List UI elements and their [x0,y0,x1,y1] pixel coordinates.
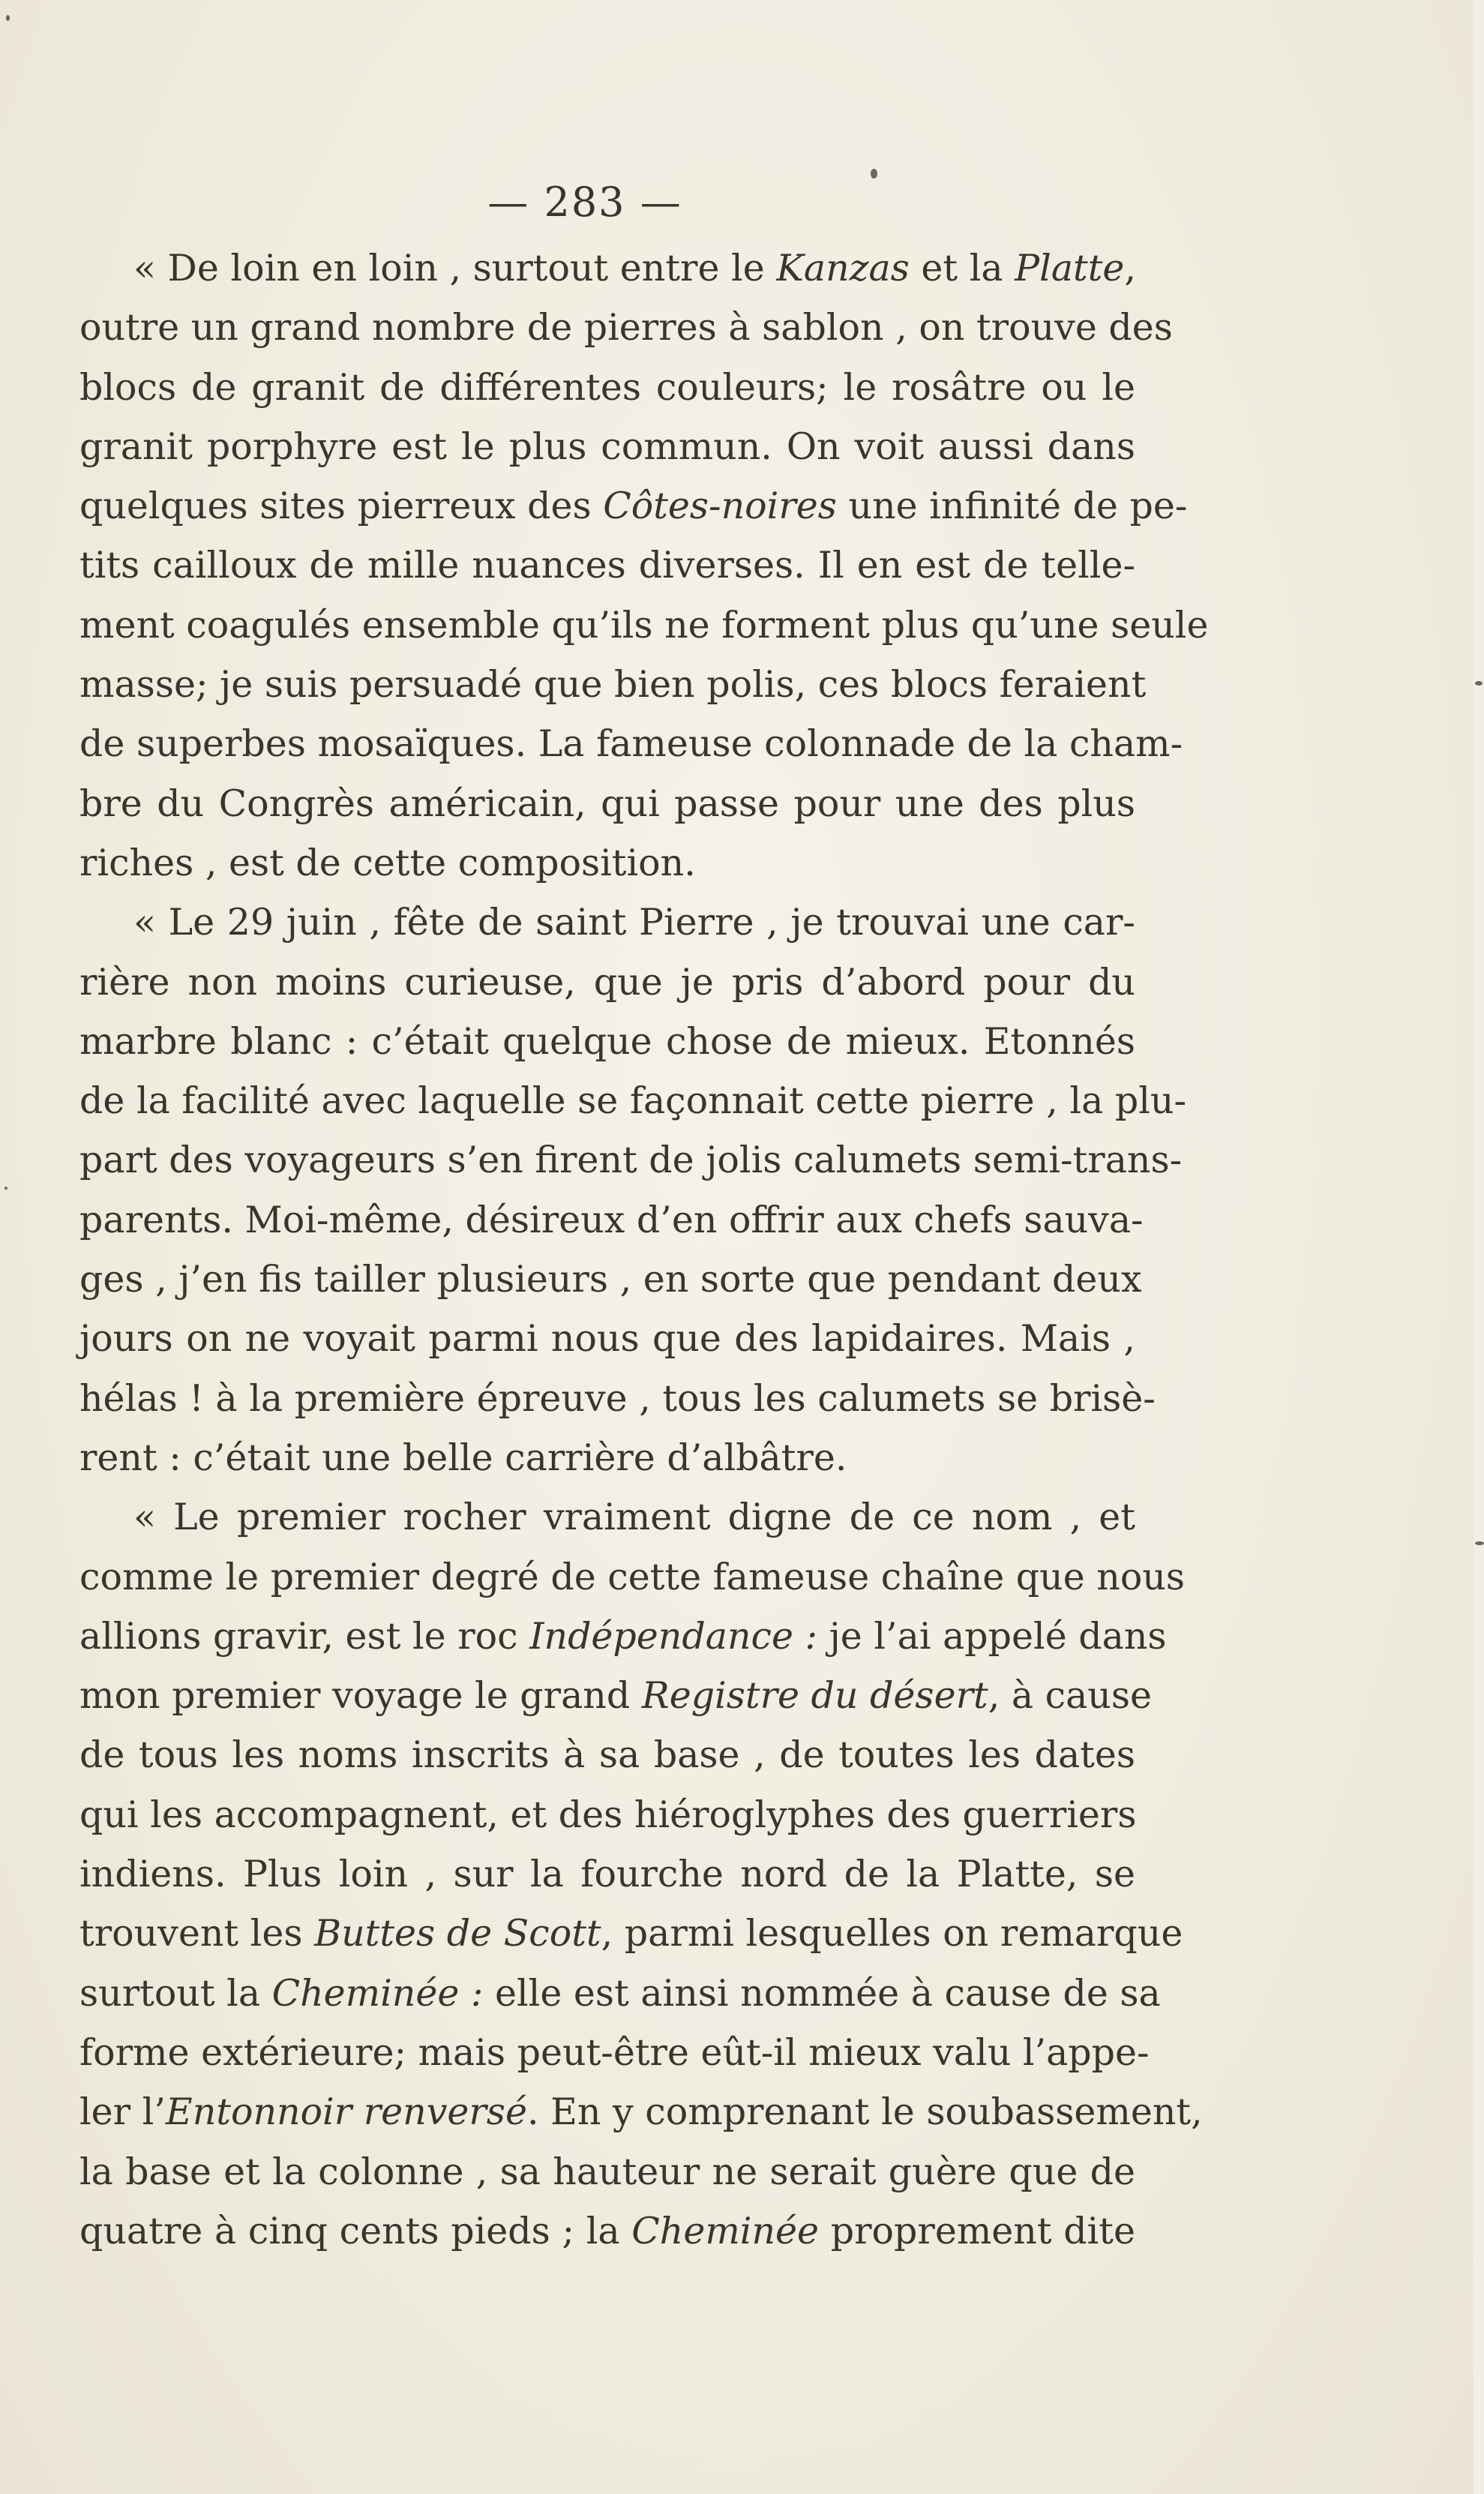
italic-text-run: Registre du désert [641,1674,988,1718]
text-line [79,833,1135,893]
text-run: hélas ! à la première épreuve , tous les calumets se brisè- [79,1376,1156,1420]
text-line [79,596,1209,655]
text-run: qui les accompagnent, et des hiéroglyphes des guerriers [79,1793,1137,1836]
text-run: part des voyageurs s’en firent de jolis calumets semi-trans- [79,1139,1183,1182]
text-run: comme le premier degré de cette fameuse chaîne que nous [79,1555,1186,1598]
text-line [79,1130,1183,1190]
text-run: « Le 29 juin , fête de saint Pierre , je trouvai une car- [133,901,1135,944]
italic-text-run: Platte [1015,247,1125,290]
text-run: mon premier voyage le grand [79,1674,642,1718]
italic-text-run: Cheminée [631,2209,820,2252]
text-run: « De loin en loin , surtout entre le [133,247,777,290]
text-line [79,1369,1156,1428]
text-line [79,714,1183,773]
text-run: surtout la [79,1971,272,2015]
text-run: la base et la colonne , sa hauteur ne serait guère que de [79,2150,1135,2193]
text-line [79,358,1135,417]
text-run: une infinité de pe- [836,485,1188,528]
text-run: , à cause [988,1674,1152,1718]
text-run: et la [909,247,1015,290]
italic-text-run: Indépendance : [529,1614,818,1658]
text-line [79,417,1135,476]
text-line [79,2201,1135,2261]
text-line [79,1487,1135,1547]
text-line [79,1904,1183,1963]
text-line [79,2023,1150,2082]
text-run: jours on ne voyait parmi nous que des lapidaires. Mais , [79,1317,1135,1361]
text-run: rière non moins curieuse, que je pris d’abord pour du [79,960,1135,1004]
ink-speck [1475,681,1483,686]
text-line [79,1012,1135,1071]
text-run: blocs de granit de différentes couleurs; le rosâtre ou le [79,365,1135,409]
text-line [79,2082,1203,2141]
text-run: rent : c’était une belle carrière d’albâtre. [79,1436,847,1479]
text-run: forme extérieure; mais peut-être eût-il mieux valu l’appe- [79,2030,1150,2074]
text-line [79,1844,1135,1904]
text-line [79,1190,1144,1250]
text-line [79,1725,1135,1784]
text-line [79,1071,1187,1130]
text-run: quatre à cinq cents pieds ; la [79,2209,632,2252]
text-run: , parmi lesquelles on remarque [601,1912,1183,1955]
text-run: ges , j’en fis tailler plusieurs , en sorte que pendant deux [79,1258,1142,1301]
text-run: . En y comprenant le soubassement, [526,2090,1203,2134]
text-run: , [1124,247,1136,290]
text-line [79,2142,1135,2201]
text-run: « Le premier rocher vraiment digne de ce nom , et [133,1496,1135,1539]
text-run: de tous les noms inscrits à sa base , de toutes les dates [79,1733,1135,1777]
text-run: granit porphyre est le plus commun. On voit aussi dans [79,425,1135,468]
italic-text-run: Cheminée : [271,1971,484,2015]
text-run: elle est ainsi nommée à cause de sa [483,1971,1161,2015]
text-line [79,536,1135,595]
text-run: outre un grand nombre de pierres à sablon , on trouve des [79,306,1173,350]
text-line [79,298,1173,357]
text-line [79,1785,1135,1844]
text-line [79,1309,1135,1368]
text-run: trouvent les [79,1912,315,1955]
text-run: proprement dite [819,2209,1135,2252]
text-line [79,1250,1142,1309]
italic-text-run: Entonnoir renversé [165,2090,527,2134]
text-line [79,1666,1152,1725]
text-run: tits cailloux de mille nuances diverses. Il en est de telle- [79,544,1135,587]
page-number: — 283 — [487,179,682,226]
text-line [79,1547,1186,1607]
text-line [79,239,1135,298]
text-run: de superbes mosaïques. La fameuse colonnade de la cham- [79,722,1183,766]
italic-text-run: Buttes de Scott [314,1912,601,1955]
text-run: bre du Congrès américain, qui passe pour une des plus [79,782,1135,825]
body-text [79,239,1209,2261]
text-line [79,1964,1161,2023]
text-run: indiens. Plus loin , sur la fourche nord de la Platte, se [79,1853,1135,1896]
ink-speck [4,1187,7,1190]
italic-text-run: Côtes-noires [603,485,837,528]
text-run: de la facilité avec laquelle se façonnait cette pierre , la plu- [79,1079,1187,1123]
text-line [79,1428,1135,1487]
text-run: riches , est de cette composition. [79,841,696,884]
text-run: ment coagulés ensemble qu’ils ne forment plus qu’une seule [79,603,1209,647]
text-run: je l’ai appelé dans [817,1614,1167,1658]
text-run: parents. Moi-même, désireux d’en offrir aux chefs sauva- [79,1198,1144,1241]
text-line [79,1607,1167,1666]
text-run: marbre blanc : c’était quelque chose de mieux. Etonnés [79,1019,1135,1063]
text-line [79,774,1135,833]
text-run: quelques sites pierreux des [79,485,604,528]
ink-speck [1475,1541,1484,1545]
text-line [79,893,1135,952]
ink-speck [871,169,877,179]
text-run: masse; je suis persuadé que bien polis, ces blocs feraient [79,663,1147,707]
text-run: allions gravir, est le roc [79,1614,530,1658]
text-run: ler l’ [79,2090,166,2134]
text-line [79,655,1147,714]
text-line [79,953,1135,1012]
ink-speck [6,15,10,21]
text-line [79,476,1188,536]
italic-text-run: Kanzas [776,247,910,290]
